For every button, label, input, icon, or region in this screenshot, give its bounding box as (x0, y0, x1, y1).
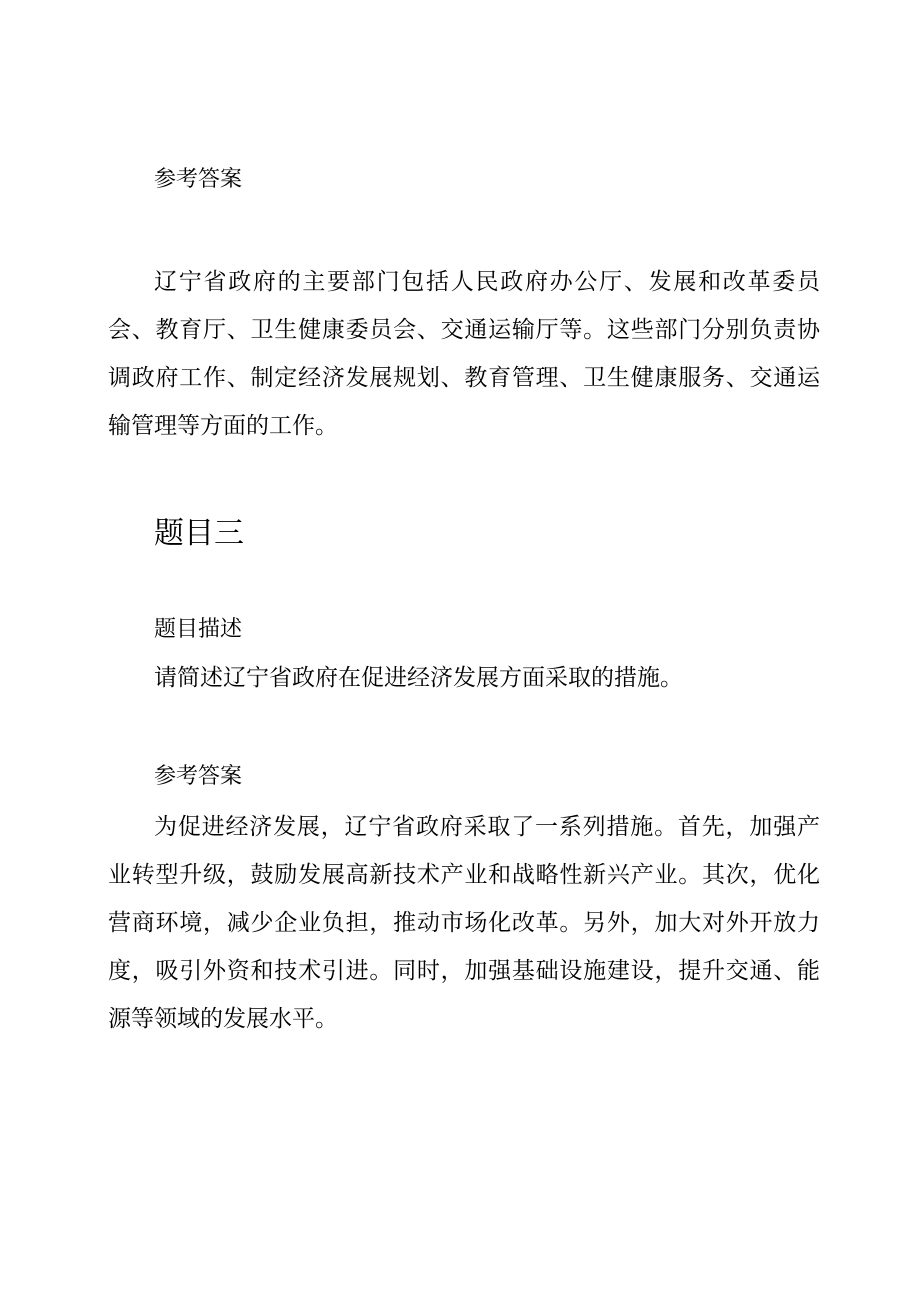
answer-paragraph: 辽宁省政府的主要部门包括人民政府办公厅、发展和改革委员会、教育厅、卫生健康委员会、交通运输厅等。这些部门分别负责协调政府工作、制定经济发展规划、教育管理、卫生健康服务、交通运输管理等方面的工作。 (108, 269, 820, 439)
description-text: 请简述辽宁省政府在促进经济发展方面采取的措施。 (154, 665, 683, 691)
answer-paragraph: 为促进经济发展，辽宁省政府采取了一系列措施。首先，加强产业转型升级，鼓励发展高新技术产业和战略性新兴产业。其次，优化营商环境，减少企业负担，推动市场化改革。另外，加大对外开放力度，吸引外资和技术引进。同时，加强基础设施建设，提升交通、能源等领域的发展水平。 (108, 814, 820, 1032)
question-title: 题目三 (154, 516, 244, 551)
answer-heading: 参考答案 (154, 167, 243, 192)
answer-heading: 参考答案 (154, 764, 243, 789)
description-heading: 题目描述 (154, 617, 243, 642)
